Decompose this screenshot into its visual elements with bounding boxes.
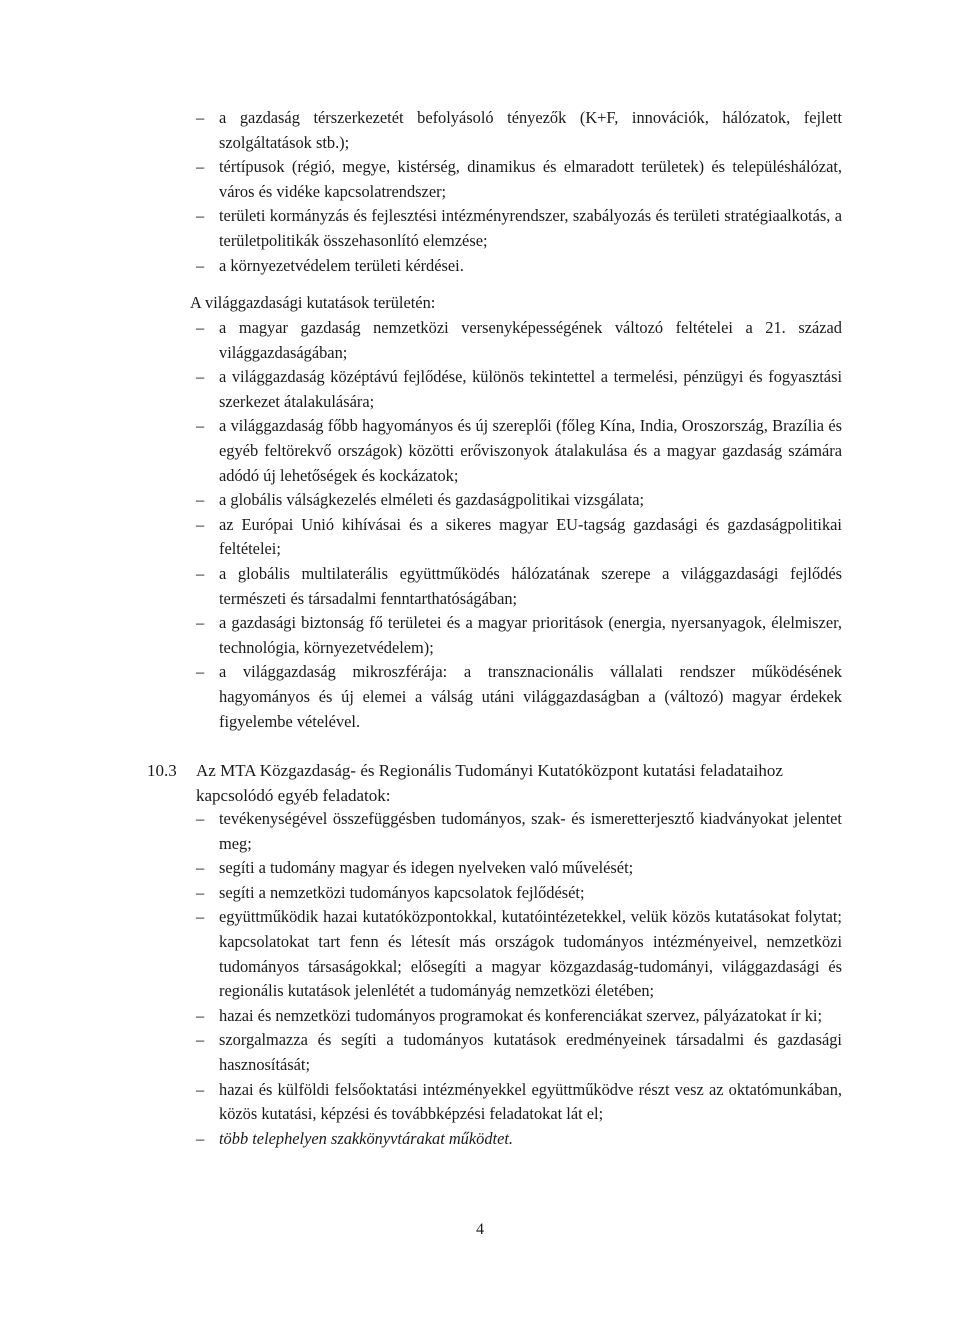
list-item: – szorgalmazza és segíti a tudományos kutatások eredményeinek társadalmi és gazdasági hasznosítását;: [196, 1028, 842, 1077]
page-number: 4: [476, 1221, 484, 1238]
list-item: – a gazdasági biztonság fő területei és a magyar prioritások (energia, nyersanyagok, élelmiszer, technológia, környezetvédelem);: [196, 611, 842, 660]
list-item: – a globális multilaterális együttműködés hálózatának szerepe a világgazdasági fejlődés természeti és társadalmi fenntarthatóságában;: [196, 562, 842, 611]
list-item: – a globális válságkezelés elméleti és gazdaságpolitikai vizsgálata;: [196, 488, 842, 513]
section-number: 10.3: [147, 761, 177, 780]
list-item: – területi kormányzás és fejlesztési intézményrendszer, szabályozás és területi stratégiaalkotás, a területpolitikák összehasonlító elemzése;: [196, 204, 842, 253]
list-item: – a világgazdaság főbb hagyományos és új szereplői (főleg Kína, India, Oroszország, Brazília és egyéb feltörekvő országok) közötti erőviszonyok átalakulása és a magyar gazdaság számára adódó új lehetőségek és kockázatok;: [196, 414, 842, 488]
list-item: – a környezetvédelem területi kérdései.: [196, 254, 842, 279]
list-item: – segíti a nemzetközi tudományos kapcsolatok fejlődését;: [196, 881, 842, 906]
regional-research-list: [196, 106, 842, 278]
list-item: – együttműködik hazai kutatóközpontokkal, kutatóintézetekkel, velük közös kutatásokat folytat; kapcsolatokat tart fenn és létesít más országok tudományos intézményeivel, nemzetközi tudományos társaságokkal; elősegíti a magyar közgazdaság-tudományi, világgazdasági és regionális kutatások jelenlétét a tudományág nemzetközi életében;: [196, 905, 842, 1003]
section-heading: Az MTA Közgazdaság- és Regionális Tudományi Kutatóközpont kutatási feladataihoz kapcsolódó egyéb feladatok:: [196, 761, 783, 805]
list-item: – a világgazdaság középtávú fejlődése, különös tekintettel a termelési, pénzügyi és fogyasztási szerkezet átalakulására;: [196, 365, 842, 414]
other-tasks-list: [196, 807, 842, 1151]
list-item: – hazai és külföldi felsőoktatási intézményekkel együttműködve részt vesz az oktatómunkában, közös kutatási, képzési és továbbképzési feladatokat lát el;: [196, 1078, 842, 1127]
list-item: – a magyar gazdaság nemzetközi versenyképességének változó feltételei a 21. század világgazdaságában;: [196, 316, 842, 365]
list-item: – a gazdaság térszerkezetét befolyásoló tényezők (K+F, innovációk, hálózatok, fejlett szolgáltatások stb.);: [196, 106, 842, 155]
list-item: – tértípusok (régió, megye, kistérség, dinamikus és elmaradott területek) és településhálózat, város és vidéke kapcsolatrendszer;: [196, 155, 842, 204]
world-economy-research-list: [196, 316, 842, 734]
list-item: – tevékenységével összefüggésben tudományos, szak- és ismeretterjesztő kiadványokat jelentet meg;: [196, 807, 842, 856]
list-item: – az Európai Unió kihívásai és a sikeres magyar EU-tagság gazdasági és gazdaságpolitikai feltételei;: [196, 513, 842, 562]
world-economy-intro: A világgazdasági kutatások területén:: [190, 293, 436, 312]
list-item: – hazai és nemzetközi tudományos programokat és konferenciákat szervez, pályázatokat ír ki;: [196, 1004, 842, 1029]
list-item: – a világgazdaság mikroszférája: a transznacionális vállalati rendszer működésének hagyományos és új elemei a válság utáni világgazdaságban a (változó) magyar érdekek figyelembe vételével.: [196, 660, 842, 734]
list-item: – segíti a tudomány magyar és idegen nyelveken való művelését;: [196, 856, 842, 881]
list-item: – több telephelyen szakkönyvtárakat működtet.: [196, 1127, 842, 1152]
